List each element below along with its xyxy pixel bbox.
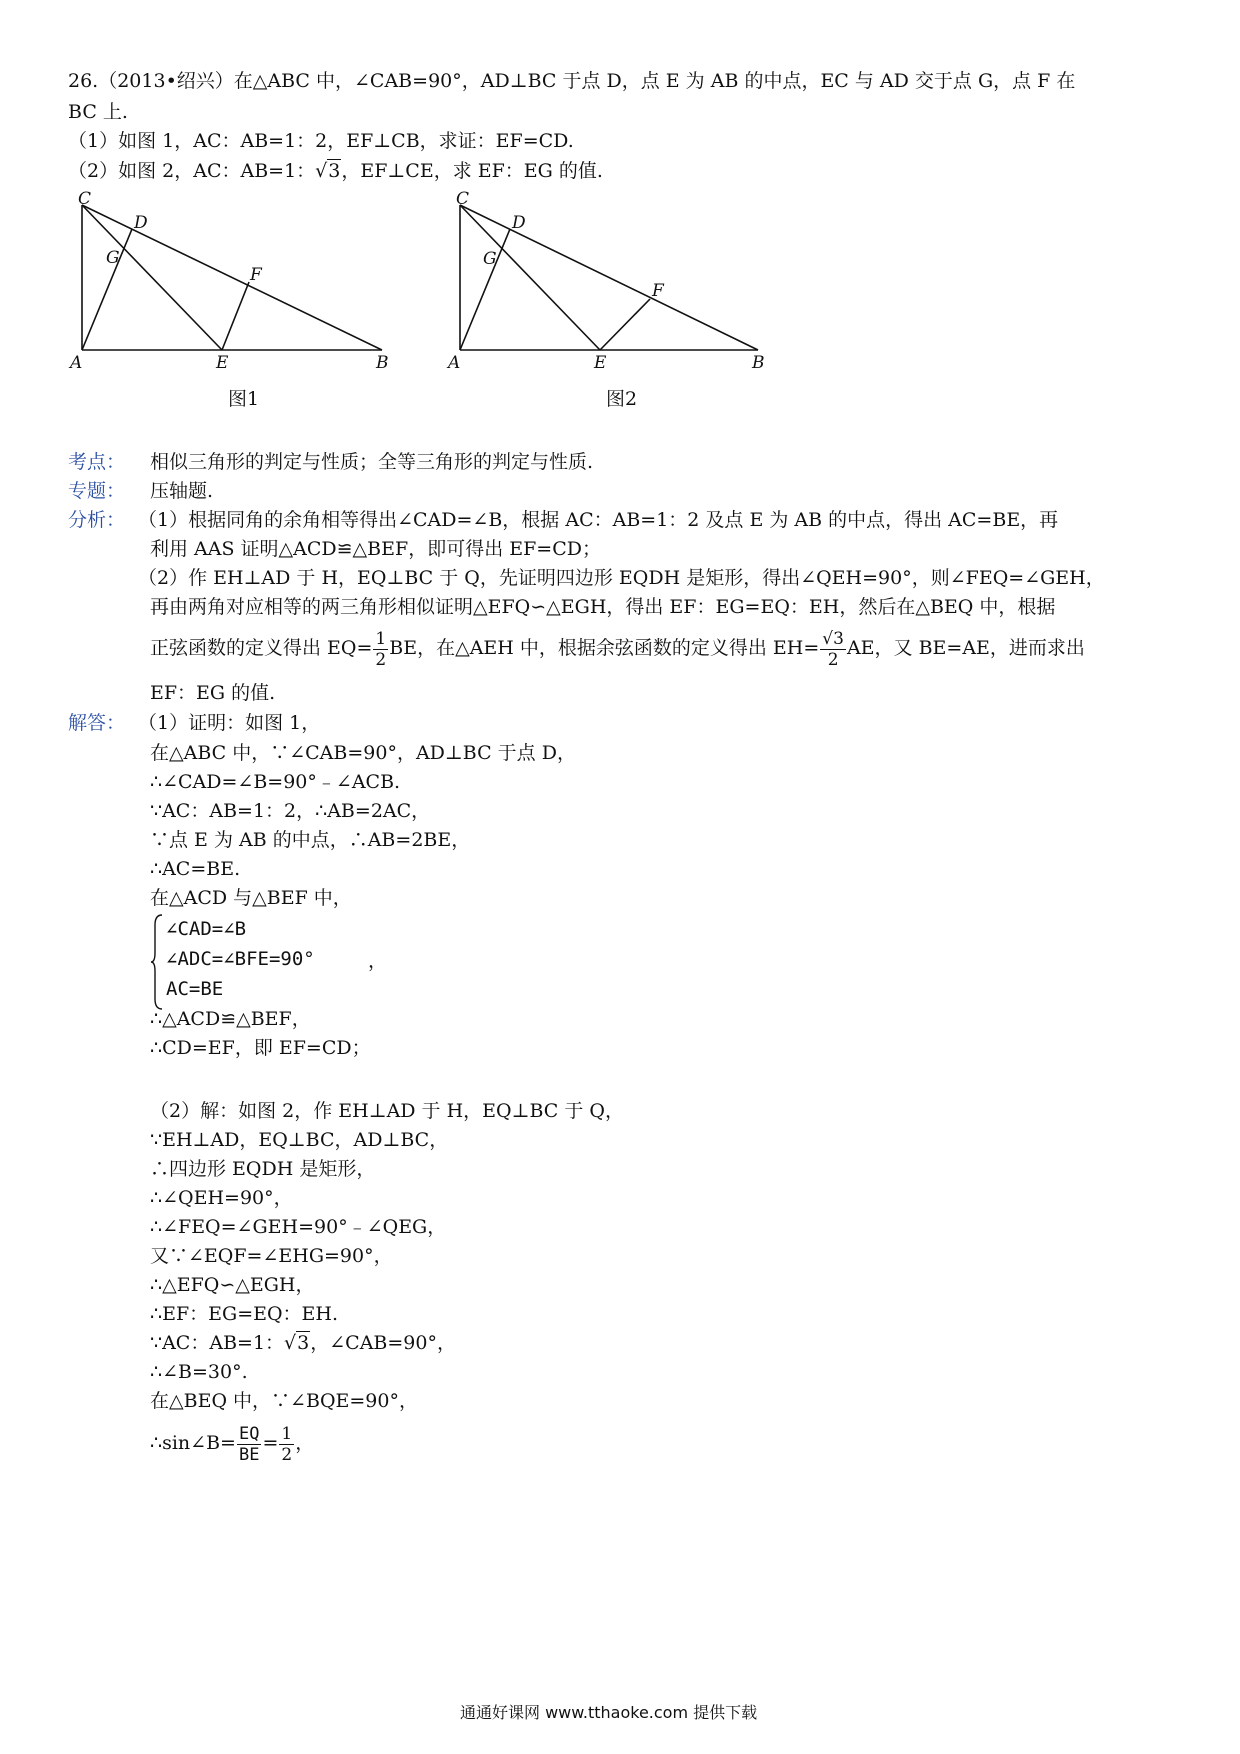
fenxi-line-3: （2）作 EH⊥AD 于 H，EQ⊥BC 于 Q，先证明四边形 EQDH 是矩形，得出∠QEH=90°，则∠FEQ=∠GEH， (138, 567, 1105, 589)
part2-text-end: ，EF⊥CE，求 EF：EG 的值. (341, 160, 603, 182)
sqrt-symbol: √ (315, 160, 328, 182)
fenxi-5-a: 正弦函数的定义得出 EQ= (150, 637, 373, 659)
problem-line-1: 26.（2013•绍兴）在△ABC 中，∠CAB=90°，AD⊥BC 于点 D，点 E 为 AB 的中点，EC 与 AD 交于点 G，点 F 在 (68, 70, 1076, 92)
system-eq-1: ∠CAD=∠B (166, 918, 247, 940)
segment-ce (460, 205, 600, 350)
figure-2-caption: 图2 (606, 388, 638, 410)
sqrt-value: 3 (328, 160, 341, 182)
figure-2 (446, 189, 786, 386)
label-a: A (70, 353, 83, 373)
equals-sign: = (262, 1432, 279, 1454)
solution-line-7: 在△ACD 与△BEF 中， (150, 887, 352, 909)
segment-cb (460, 205, 758, 350)
fenxi-line-1: （1）根据同角的余角相等得出∠CAD=∠B，根据 AC：AB=1：2 及点 E 为 AB 的中点，得出 AC=BE，再 (138, 509, 1059, 531)
fraction-numerator: EQ (238, 1423, 260, 1444)
segment-ef (600, 299, 650, 350)
part2-line-3: ∴四边形 EQDH 是矩形， (150, 1158, 376, 1180)
problem-part-2 (68, 158, 603, 184)
fraction-denominator: 2 (281, 1444, 293, 1465)
fraction-eq-over-be (237, 1424, 261, 1465)
segment-ef (222, 282, 249, 350)
figure-1-caption: 图1 (228, 388, 260, 410)
system-eq-2: ∠ADC=∠BFE=90° (166, 948, 315, 970)
part2-line-2: ∵EH⊥AD，EQ⊥BC，AD⊥BC， (150, 1129, 449, 1151)
kaodian-text: 相似三角形的判定与性质；全等三角形的判定与性质. (150, 451, 594, 473)
zhuanti-text: 压轴题. (150, 480, 214, 502)
fraction-numerator: √3 (822, 628, 844, 649)
part2-line-5: ∴∠FEQ=∠GEH=90°﹣∠QEG， (150, 1216, 447, 1238)
solution-line-6: ∴AC=BE. (150, 858, 241, 880)
part2-line-10: ∴∠B=30°. (150, 1361, 248, 1383)
sqrt-value: 3 (297, 1332, 310, 1354)
fenxi-line-2: 利用 AAS 证明△ACD≌△BEF，即可得出 EF=CD； (150, 538, 601, 560)
solution-line-8: ∴△ACD≌△BEF， (150, 1008, 311, 1030)
fenxi-5-c: AE，又 BE=AE，进而求出 (846, 637, 1085, 659)
segment-ad (460, 229, 510, 350)
part2-line-11: 在△BEQ 中，∵∠BQE=90°， (150, 1390, 418, 1412)
fraction-denominator: 2 (375, 649, 387, 670)
segment-cb (82, 205, 382, 350)
label-d: D (512, 213, 526, 233)
fenxi-line-5 (150, 627, 1085, 670)
part2-line-4: ∴∠QEH=90°， (150, 1187, 293, 1209)
figure-1 (68, 189, 408, 386)
part2-9-a: ∵AC：AB=1： (150, 1332, 285, 1354)
label-c: C (78, 189, 92, 209)
fraction-numerator: 1 (281, 1423, 293, 1444)
problem-line-2: BC 上. (68, 101, 128, 123)
figure-2-diagram (446, 189, 786, 382)
solution-line-1: （1）证明：如图 1， (138, 712, 321, 734)
fenxi-label: 分析： (68, 509, 126, 531)
solution-line-9: ∴CD=EF，即 EF=CD； (150, 1037, 371, 1059)
label-e: E (594, 353, 607, 373)
part2-line-12 (150, 1420, 314, 1466)
label-c: C (456, 189, 470, 209)
part2-line-1: （2）解：如图 2，作 EH⊥AD 于 H，EQ⊥BC 于 Q， (150, 1100, 624, 1122)
part2-text: （2）如图 2，AC：AB=1： (68, 160, 316, 182)
part2-line-6: 又∵∠EQF=∠EHG=90°， (150, 1245, 393, 1267)
kaodian-label: 考点： (68, 451, 126, 473)
zhuanti-label: 专题： (68, 480, 126, 502)
label-g: G (483, 249, 497, 269)
system-comma: ， (368, 950, 388, 972)
left-brace (150, 913, 166, 1011)
label-e: E (216, 353, 229, 373)
solution-line-2: 在△ABC 中，∵∠CAB=90°，AD⊥BC 于点 D， (150, 742, 576, 764)
fenxi-line-6: EF：EG 的值. (150, 682, 276, 704)
fenxi-5-b: BE，在△AEH 中，根据余弦函数的定义得出 EH= (389, 637, 820, 659)
label-b: B (752, 353, 765, 373)
part2-line-9 (150, 1330, 456, 1356)
fraction-half (373, 629, 388, 670)
fraction-root3-over-2 (820, 629, 846, 670)
fraction-numerator: 1 (375, 628, 387, 649)
solution-line-4: ∵AC：AB=1：2，∴AB=2AC， (150, 800, 431, 822)
label-f: F (652, 281, 664, 301)
sqrt-symbol: √ (284, 1332, 297, 1354)
part2-line-7: ∴△EFQ∽△EGH， (150, 1274, 315, 1296)
figure-1-diagram (68, 189, 408, 382)
system-eq-3: AC=BE (166, 978, 224, 1000)
fenxi-line-4: 再由两角对应相等的两三角形相似证明△EFQ∽△EGH，得出 EF：EG=EQ：EH，然后在△BEQ 中，根据 (150, 596, 1056, 618)
fraction-denominator: BE (238, 1444, 260, 1465)
label-g: G (106, 248, 120, 268)
part2-12-a: ∴sin∠B= (150, 1432, 236, 1454)
fraction-one-half (279, 1424, 294, 1465)
part2-12-b: ， (295, 1432, 315, 1454)
solution-line-5: ∵点 E 为 AB 的中点，∴AB=2BE， (150, 829, 471, 851)
jieda-label: 解答： (68, 712, 126, 734)
label-f: F (250, 265, 262, 285)
fraction-denominator: 2 (827, 649, 839, 670)
label-b: B (376, 353, 389, 373)
page-footer: 通通好课网 www.tthaoke.com 提供下载 (460, 1703, 758, 1722)
segment-ce (82, 205, 222, 350)
label-a: A (448, 353, 461, 373)
problem-part-1: （1）如图 1，AC：AB=1：2，EF⊥CB，求证：EF=CD. (68, 130, 574, 152)
part2-9-b: ，∠CAB=90°， (310, 1332, 456, 1354)
solution-line-3: ∴∠CAD=∠B=90°﹣∠ACB. (150, 771, 401, 793)
part2-line-8: ∴EF：EG=EQ：EH. (150, 1303, 339, 1325)
label-d: D (134, 213, 148, 233)
